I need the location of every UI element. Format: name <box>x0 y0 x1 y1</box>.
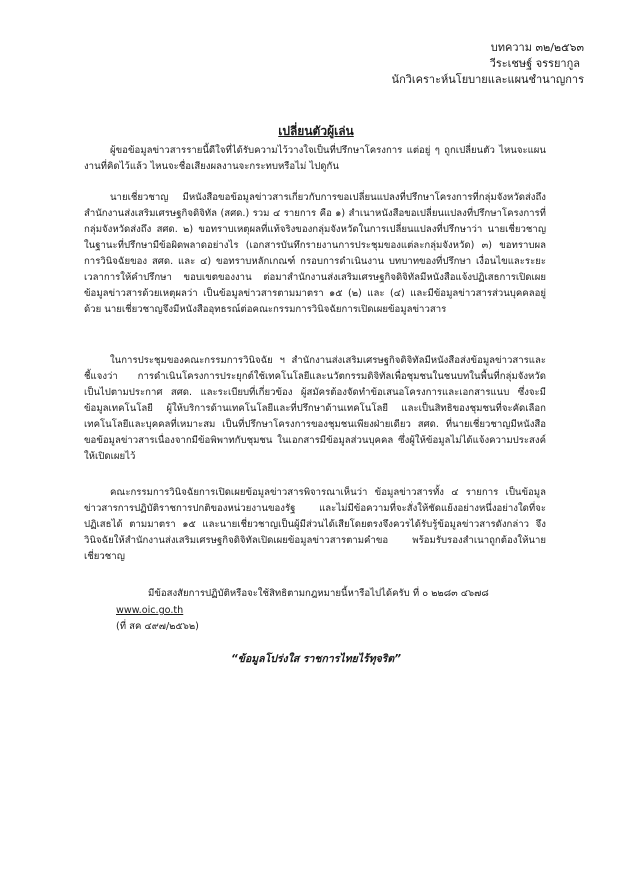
paragraph-decision <box>84 485 546 565</box>
article-title: เปลี่ยนตัวผู้เล่น <box>278 124 354 138</box>
reference-number: (ที่ สค ๔๙๗/๒๕๖๒) <box>116 621 199 632</box>
website-link[interactable]: www.oic.go.th <box>116 605 184 616</box>
paragraph-text: ผู้ขอข้อมูลข่าวสารรายนี้ดีใจที่ได้รับความไว้วางใจเป็นที่ปรึกษาโครงการ แต่อยู่ ๆ ถูกเปลี่ยนตัว ไหนจะแผนงานที่คิดไว้แล้ว ไหนจะชื่อเสียงผลงานจะกระทบหรือไม่ ไปดูกัน <box>84 145 546 172</box>
paragraph-text: คณะกรรมการวินิจฉัยการเปิดเผยข้อมูลข่าวสารพิจารณาเห็นว่า ข้อมูลข่าวสารทั้ง ๔ รายการ เป็นข้อมูลข่าวสารการปฏิบัติราชการปกติของหน่วยงานของรัฐ และไม่มีข้อความที่จะสั่งให้ชัดแย้งอย่างหนึ่งอย่างใดที่จะปฏิเสธได้ ตามมาตรา ๑๕ และนายเชี่ยวชาญเป็นผู้มีส่วนได้เสียโดยตรงจึงควรได้รับรู้ข้อมูลข่าวสารดังกล่าว จึงวินิจฉัยให้สำนักงานส่งเสริมเศรษฐกิจดิจิทัลเปิดเผยข้อมูลข่าวสารตามคำขอ พร้อมรับรองสำเนาถูกต้องให้นายเชี่ยวชาญ <box>84 487 546 562</box>
contact-line: มีข้อสงสัยการปฏิบัติหรือจะใช้สิทธิตามกฎหมายนี้หารือไปได้ครับ ที่ ๐ ๒๒๘๓ ๔๖๗๘ <box>148 588 489 599</box>
paragraph-meeting <box>84 353 546 465</box>
paragraph-request <box>84 190 546 318</box>
document-number: บทความ ๓๒/๒๕๖๓ <box>490 41 584 54</box>
paragraph-text: ในการประชุมของคณะกรรมการวินิจฉัย ฯ สำนักงานส่งเสริมเศรษฐกิจดิจิทัลมีหนังสือส่งข้อมูลข่าวสารและชี้แจงว่า การดำเนินโครงการประยุกต์ใช้เทคโนโลยีและนวัตกรรมดิจิทัลเพื่อชุมชนในชนบทในพื้นที่กลุ่มจังหวัด เป็นไปตามประกาศ สศด. และระเบียบที่เกี่ยวข้อง ผู้สมัครต้องจัดทำข้อเสนอโครงการและเอกสารแนบ ซึ่งจะมีข้อมูลเทคโนโลยี ผู้ให้บริการด้านเทคโนโลยีและที่ปรึกษาด้านเทคโนโลยี และเป็นสิทธิของชุมชนที่จะคัดเลือกเทคโนโลยีและบุคคลที่เหมาะสม เป็นที่ปรึกษาโครงการของชุมชนเพียงฝ่ายเดียว สศด. ที่นายเชี่ยวชาญมีหนังสือขอข้อมูลข่าวสารเนื่องจากมีข้อพิพาทกับชุมชน ในเอกสารมีข้อมูลส่วนบุคคล ซึ่งผู้ให้ข้อมูลไม่ได้แจ้งความประสงค์ให้เปิดเผยไว้ <box>84 355 546 462</box>
author-position: นักวิเคราะห์นโยบายและแผนชำนาญการ <box>391 73 584 86</box>
author-name: วีระเชษฐ์ จรรยากูล <box>489 57 580 70</box>
paragraph-intro <box>84 143 546 175</box>
paragraph-text: นายเชี่ยวชาญ มีหนังสือขอข้อมูลข่าวสารเกี่ยวกับการขอเปลี่ยนแปลงที่ปรึกษาโครงการที่กลุ่มจังหวัดส่งถึงสำนักงานส่งเสริมเศรษฐกิจดิจิทัล (สศด.) รวม ๔ รายการ คือ ๑) สำเนาหนังสือขอเปลี่ยนแปลงที่ปรึกษาโครงการที่กลุ่มจังหวัดส่งถึง สศด. ๒) ขอทราบเหตุผลที่แท้จริงของกลุ่มจังหวัดในการเปลี่ยนแปลงที่ปรึกษาว่า นายเชี่ยวชาญในฐานะที่ปรึกษามีข้อผิดพลาดอย่างไร (เอกสารบันทึกรายงานการประชุมของแต่ละกลุ่มจังหวัด) ๓) ขอทราบผลการวินิจฉัยของ สศด. และ ๔) ขอทราบหลักเกณฑ์ กรอบการดำเนินงาน บทบาทของที่ปรึกษา เงื่อนไขและระยะเวลาการให้คำปรึกษา ขอบเขตของงาน ต่อมาสำนักงานส่งเสริมเศรษฐกิจดิจิทัลมีหนังสือแจ้งปฏิเสธการเปิดเผยข้อมูลข่าวสารด้วยเหตุผลว่า เป็นข้อมูลข่าวสารตามมาตรา ๑๕ (๒) และ (๔) และมีข้อมูลข่าวสารส่วนบุคคลอยู่ด้วย นายเชี่ยวชาญจึงมีหนังสืออุทธรณ์ต่อคณะกรรมการวินิจฉัยการเปิดเผยข้อมูลข่าวสาร <box>84 192 546 315</box>
motto: “ข้อมูลโปร่งใส ราชการไทยไร้ทุจริต” <box>231 653 401 665</box>
